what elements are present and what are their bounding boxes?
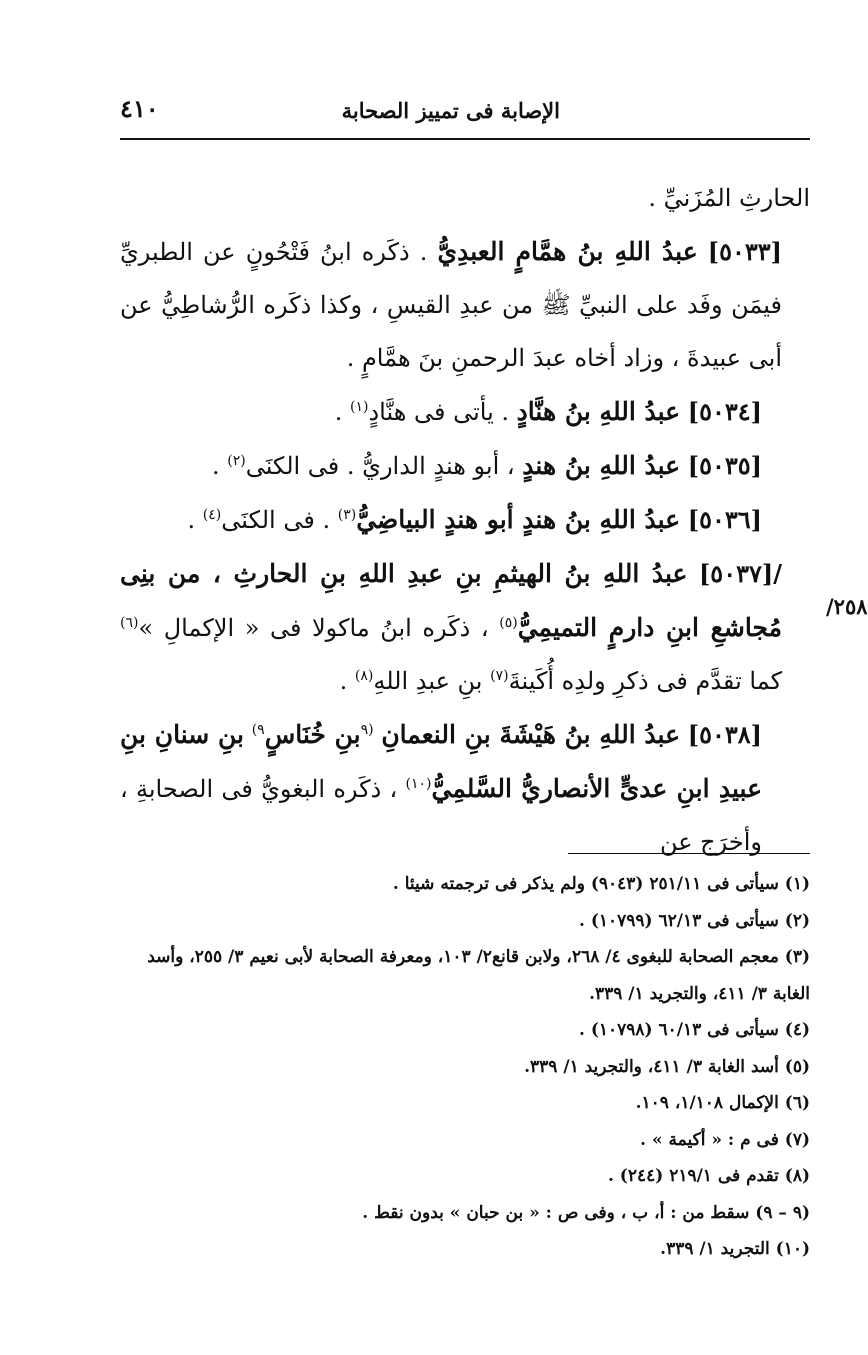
footnote-ref: (٥) [499,615,518,631]
entry-5034 [120,385,762,439]
entry-5036 [120,493,762,547]
entry-text: بنِ عبدِ اللهِ [373,667,483,695]
entry-number: [٥٠٣٦] [687,505,762,534]
footnote-ref: (١) [349,399,369,415]
entry-text: كما تقدَّم فى ذكرِ ولدِه أُكَينةَ [508,667,782,695]
footnote-ref: (٨) [354,668,374,684]
entry-text: ، ذكَره البغويُّ فى الصحابةِ ، وأخرَج عن [120,775,762,856]
entry-text: . ذكَره ابنُ فَتْحُونٍ عن الطبريِّ فيمَن وفَد على النبيِّ ﷺ من عبدِ القيسِ ، وكذا ذكَره الرُّشاطِيُّ عن أبى عبيدةَ ، وزاد أخاه عبدَ الرحمنِ بنَ همَّامٍ . [120,238,782,372]
footnote: (٦) الإكمال ١/١٠٨، ١٠٩. [635,1093,810,1113]
continuation-line: الحارثِ المُزَنيِّ . [648,184,810,212]
entry-5035 [120,439,762,493]
entry-name: عبدُ اللهِ بنُ هندٍ [522,451,681,480]
footnote: (١) سيأتى فى ٢٥١/١١ (٩٠٤٣) ولم يذكر فى ترجمته شيئا . [392,874,810,894]
entry-5037 [120,547,782,708]
footnote: (٢) سيأتى فى ٦٢/١٣ (١٠٧٩٩) . [579,910,810,931]
entry-tail: . [187,506,196,534]
footnote: (٣) معجم الصحابة للبغوى ٤/ ٢٦٨، ولابن قانع٢/ ١٠٣، ومعرفة الصحابة لأبى نعيم ٣/ ٢٥٥، وأسد الغابة ٣/ ٤١١، والتجريد ١/ ٣٣٩. [147,947,810,1004]
entry-name: عبدُ اللهِ بنُ همَّامٍ العبدِيُّ [437,237,698,266]
footnote-ref: ٩) [251,722,265,738]
footnote: (١٠) التجريد ١/ ٣٣٩. [660,1239,810,1259]
entry-number: [٥٠٣٤] [687,397,762,426]
header-rule [120,138,810,140]
page-header [120,94,810,134]
main-text [120,172,810,869]
entry-tail: . [339,667,348,695]
entry-5038 [120,708,762,869]
entry-tail: . [211,452,220,480]
footnote-ref: (٦) [120,615,139,631]
footnote-ref: (٩ [360,722,374,738]
footnote: (٥) أسد الغابة ٣/ ٤١١، والتجريد ١/ ٣٣٩. [524,1056,810,1077]
entry-name: عبدُ اللهِ بنُ هندٍ أبو هندٍ البياضِيُّ [356,505,681,534]
entry-name: عبدُ اللهِ بنُ الهيثمِ بنِ عبدِ اللهِ بنِ الحارثِ ، من بنِى مُجاشعِ ابنِ دارمٍ التميمِيُّ [120,559,783,642]
page-number: ٤١٠ [120,94,159,123]
entry-name: عبدُ اللهِ بنُ هنَّادٍ [516,397,681,426]
entry-tail: . [334,398,343,426]
entry-text: ، ذكَره ابنُ ماكولا فى « الإكمالِ » [138,614,489,642]
entry-number: /[٥٠٣٧] [698,559,782,588]
entry-number: [٥٠٣٣] [707,237,783,266]
entry-text: . فى الكنَى [221,506,331,534]
footnote: (٧) فى م : « أكيمة » . [640,1129,810,1150]
entry-text: ، أبو هندٍ الداريُّ . فى الكنَى [245,452,515,480]
entry-name: بنِ سنانِ بنِ عبيدِ ابنِ عدىٍّ الأنصاريُّ السَّلمِيُّ [120,720,763,803]
entry-number: [٥٠٣٨] [687,720,762,749]
footnote-rule [568,853,810,854]
footnote: (٨) تقدم فى ٢١٩/١ (٢٤٤) . [607,1166,810,1186]
running-title: الإصابة فى تمييز الصحابة [341,98,560,123]
entry-text: . يأتى فى هنَّادٍ [368,398,510,426]
margin-note: ٢٥٨/ [826,594,868,619]
footnote-ref: (١٠) [405,776,432,792]
footnote-ref: (٢) [227,453,246,469]
entry-name: بنِ خُنَاسٍ [264,720,361,749]
footnote-ref: (٤) [202,507,222,523]
entry-5033 [120,225,782,385]
footnote-ref: (٣) [337,507,357,523]
footnote-ref: (٧) [490,668,509,684]
entry-name: عبدُ اللهِ بنُ هَيْشَةَ بنِ النعمانِ [381,720,681,749]
entry-number: [٥٠٣٥] [687,451,762,480]
footnote: (٤) سيأتى فى ٦٠/١٣ (١٠٧٩٨) . [579,1020,810,1040]
footnotes [120,866,810,1268]
footnote: (٩ – ٩) سقط من : أ، ب ، وفى ص : « بن حبان » بدون نقط . [362,1202,810,1223]
